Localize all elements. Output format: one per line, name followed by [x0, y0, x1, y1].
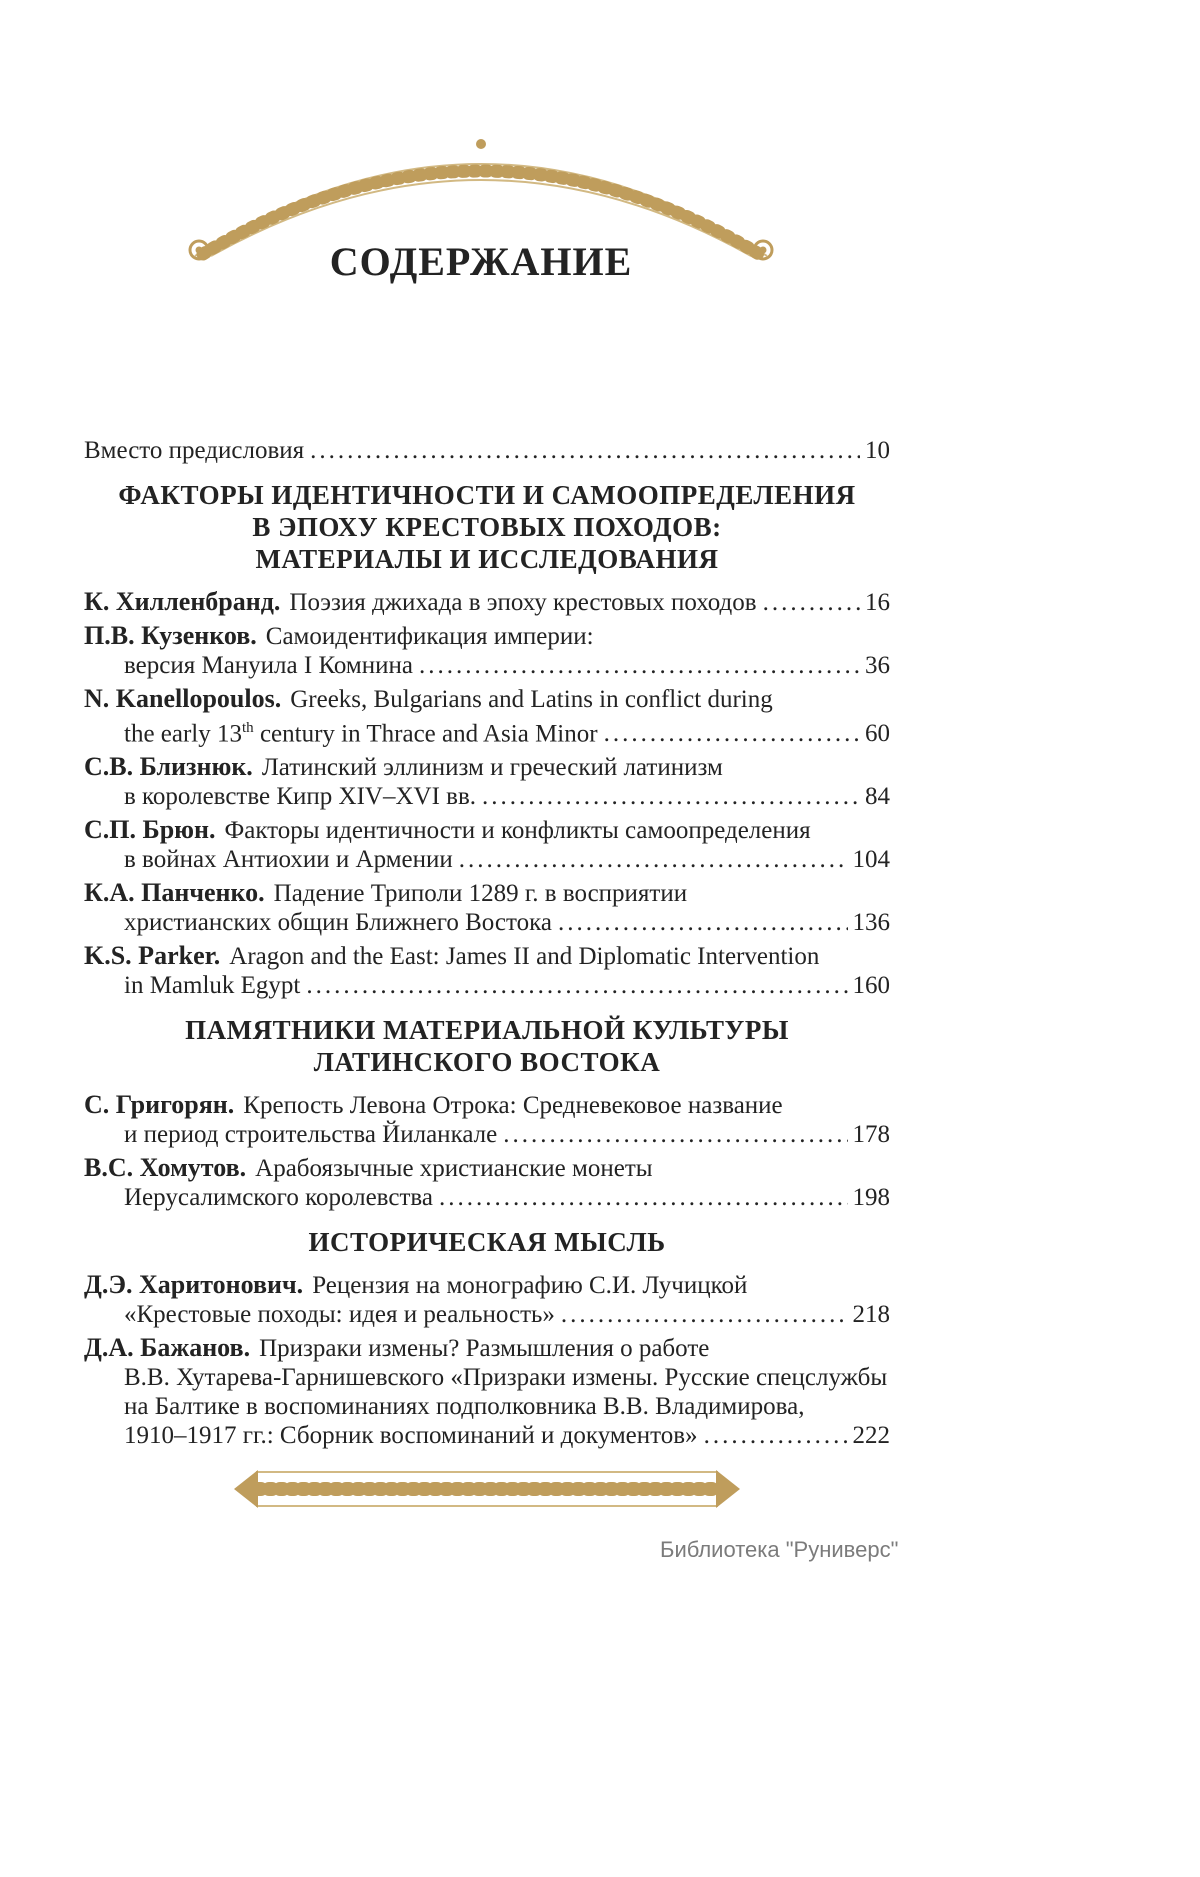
entry-text: и период строительства Йиланкале — [124, 1121, 498, 1149]
entry-page-number: 84 — [865, 783, 890, 811]
toc-header — [185, 130, 777, 284]
entry-text: Aragon and the East: James II and Diplomatic Intervention — [229, 943, 820, 971]
toc-entry — [84, 1270, 890, 1329]
toc-entry-line — [84, 845, 890, 874]
toc-entry-line — [84, 782, 890, 811]
entry-text: версия Мануила I Комнина — [124, 652, 413, 679]
section-heading — [84, 1014, 890, 1078]
entry-page-number: 60 — [865, 720, 890, 748]
toc-entry-line — [84, 878, 890, 908]
entry-text: христианских общин Ближнего Востока — [124, 909, 552, 937]
toc-entry-line — [84, 908, 890, 937]
page-title: СОДЕРЖАНИЕ — [329, 239, 633, 284]
watermark: Библиотека "Руниверс" — [660, 1537, 899, 1562]
toc-entry-line — [84, 651, 890, 680]
toc-entry-line — [84, 1333, 890, 1363]
toc-entry-line — [84, 1120, 890, 1149]
toc-entry — [84, 941, 890, 1000]
entry-text: 1910–1917 гг.: Сборник воспоминаний и документов» — [124, 1422, 698, 1450]
toc-entry-line — [84, 621, 890, 651]
toc-entry-line — [84, 1153, 890, 1183]
entry-author: К.А. Панченко. — [84, 878, 265, 908]
section-heading-line: ПАМЯТНИКИ МАТЕРИАЛЬНОЙ КУЛЬТУРЫ — [185, 1015, 789, 1046]
toc-entry — [84, 815, 890, 874]
toc-entry-line — [84, 1090, 890, 1120]
entry-text: Призраки измены? Размышления о работе — [259, 1335, 710, 1363]
entry-text: Крепость Левона Отрока: Средневековое название — [243, 1092, 783, 1120]
entry-page-number: 218 — [852, 1301, 890, 1329]
bottom-ornament-icon — [232, 1460, 742, 1518]
toc-entry — [84, 1090, 890, 1149]
dot-leader-icon — [503, 1120, 847, 1149]
toc-entry — [84, 752, 890, 811]
entry-text: Иерусалимского королевства — [124, 1184, 433, 1212]
entry-author: Д.А. Бажанов. — [84, 1333, 251, 1363]
entry-text: Рецензия на монографию С.И. Лучицкой — [312, 1272, 748, 1300]
entry-text: Арабоязычные христианские монеты — [255, 1155, 653, 1183]
dot-leader-icon — [482, 782, 860, 811]
entry-page-number: 16 — [865, 589, 890, 616]
toc-entry-line — [84, 684, 890, 714]
entry-text: the early 13th century in Thrace and Asia Minor — [124, 720, 598, 748]
entry-author: N. Kanellopoulos. — [84, 684, 282, 713]
toc-list — [84, 436, 890, 1454]
toc-entry-line — [84, 1300, 890, 1329]
toc-entry-line — [84, 941, 890, 971]
dot-leader-icon — [459, 845, 848, 874]
toc-entry-line — [84, 815, 890, 845]
toc-entry-line — [84, 436, 890, 465]
toc-entry — [84, 1153, 890, 1212]
dot-leader-icon — [763, 588, 860, 617]
section-heading — [84, 1226, 890, 1258]
toc-entry-line — [84, 1183, 890, 1212]
toc-entry-line — [84, 1421, 890, 1450]
entry-author: В.С. Хомутов. — [84, 1153, 247, 1183]
entry-author: С.П. Брюн. — [84, 815, 216, 845]
entry-author: С. Григорян. — [84, 1090, 235, 1120]
toc-entry-line — [84, 1392, 890, 1421]
toc-entry-line — [84, 714, 890, 748]
section-heading-line: ФАКТОРЫ ИДЕНТИЧНОСТИ И САМООПРЕДЕЛЕНИЯ — [118, 480, 856, 510]
entry-page-number: 222 — [852, 1422, 890, 1450]
entry-author: K.S. Parker. — [84, 941, 221, 971]
dot-leader-icon — [704, 1421, 848, 1450]
entry-text: Падение Триполи 1289 г. в восприятии — [273, 880, 688, 908]
section-heading-line: МАТЕРИАЛЫ И ИССЛЕДОВАНИЯ — [255, 544, 719, 574]
dot-leader-icon — [439, 1183, 848, 1212]
section-heading-line: ИСТОРИЧЕСКАЯ МЫСЛЬ — [308, 1227, 666, 1258]
dot-leader-icon — [558, 908, 848, 937]
toc-entry — [84, 1333, 890, 1450]
entry-page-number: 198 — [852, 1184, 890, 1212]
entry-text: в войнах Антиохии и Армении — [124, 846, 453, 874]
toc-entry-line — [84, 752, 890, 782]
entry-author: К. Хилленбранд. — [84, 587, 281, 616]
toc-entry — [84, 621, 890, 680]
entry-text: in Mamluk Egypt — [124, 972, 301, 1000]
entry-page-number: 36 — [865, 652, 890, 679]
entry-page-number: 160 — [852, 972, 890, 1000]
entry-text: Greeks, Bulgarians and Latins in conflict during — [290, 686, 773, 713]
toc-entry — [84, 878, 890, 937]
dot-leader-icon — [419, 651, 860, 680]
toc-entry-line — [84, 587, 890, 617]
entry-page-number: 178 — [852, 1121, 890, 1149]
entry-author: Д.Э. Харитонович. — [84, 1270, 304, 1300]
toc-entry-line — [84, 1363, 890, 1392]
toc-entry — [84, 684, 890, 748]
toc-entry — [84, 436, 890, 465]
entry-text: Поэзия джихада в эпоху крестовых походов — [289, 589, 757, 616]
entry-text: В.В. Хутарева-Гарнишевского «Призраки измены. Русские спецслужбы — [124, 1364, 888, 1392]
section-heading-line: В ЭПОХУ КРЕСТОВЫХ ПОХОДОВ: — [252, 512, 722, 542]
section-heading-line: ЛАТИНСКОГО ВОСТОКА — [313, 1047, 661, 1078]
entry-author: С.В. Близнюк. — [84, 752, 253, 782]
dot-leader-icon — [310, 436, 860, 465]
entry-text: Факторы идентичности и конфликты самоопределения — [224, 817, 811, 845]
dot-leader-icon — [306, 971, 847, 1000]
entry-text: «Крестовые походы: идея и реальность» — [124, 1301, 555, 1329]
entry-page-number: 136 — [852, 909, 890, 937]
entry-text: Латинский эллинизм и греческий латинизм — [261, 754, 723, 782]
entry-author: П.В. Кузенков. — [84, 621, 257, 650]
entry-text: в королевстве Кипр XIV–XVI вв. — [124, 783, 477, 811]
toc-entry-line — [84, 971, 890, 1000]
entry-page-number: 104 — [852, 846, 890, 874]
dot-leader-icon — [561, 1300, 848, 1329]
entry-text: на Балтике в воспоминаниях подполковника В.В. Владимирова, — [124, 1393, 805, 1421]
entry-text: Вместо предисловия — [84, 437, 305, 464]
toc-entry-line — [84, 1270, 890, 1300]
section-heading — [84, 479, 890, 575]
dot-leader-icon — [604, 719, 860, 748]
entry-text: Самоидентификация империи: — [265, 623, 594, 650]
entry-page-number: 10 — [865, 437, 890, 464]
toc-entry — [84, 587, 890, 617]
